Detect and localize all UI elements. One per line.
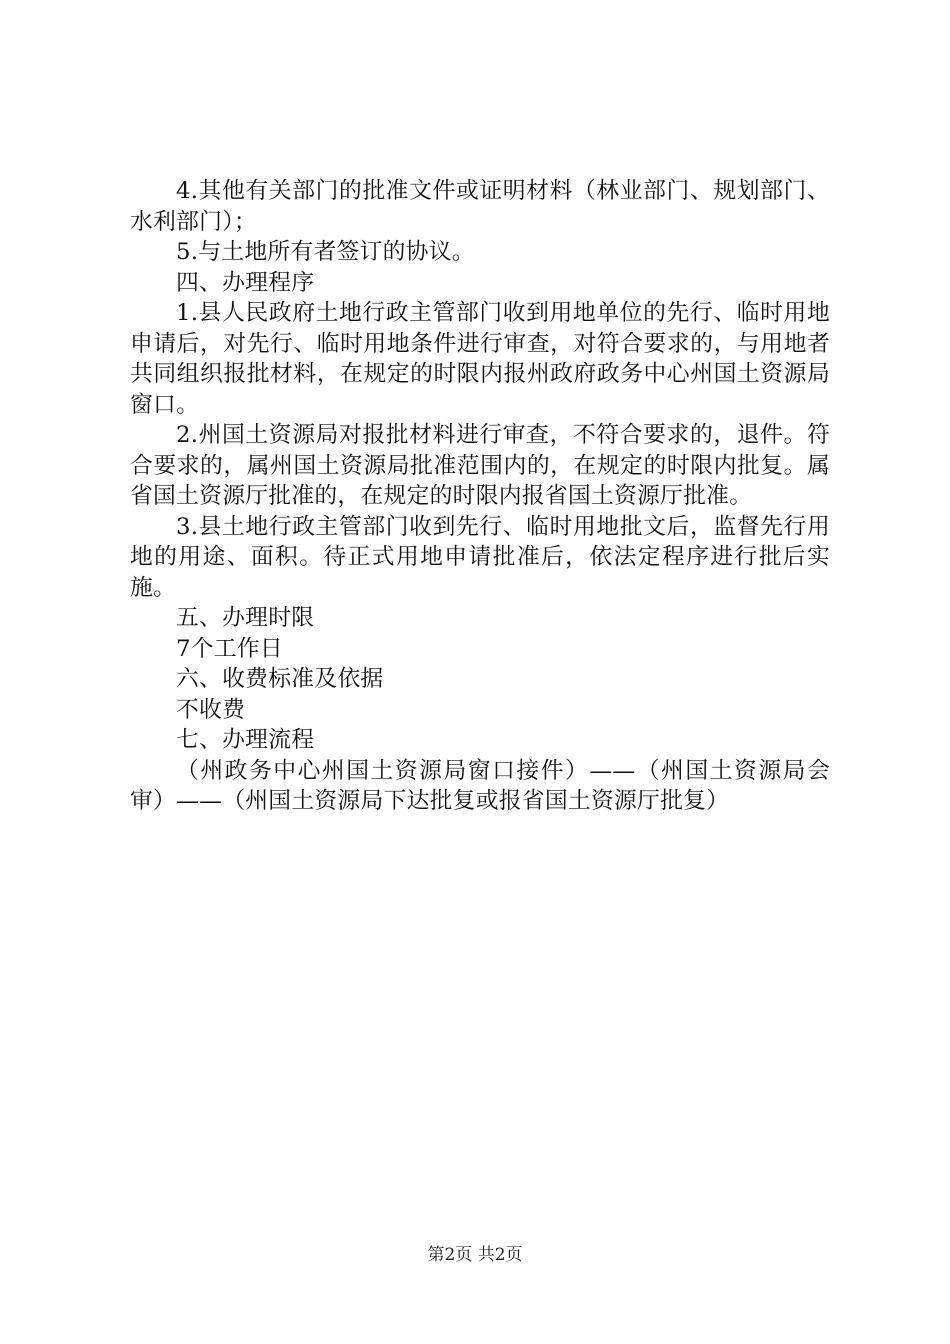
section-heading-workflow: 七、办理流程: [176, 727, 315, 753]
paragraph-procedure-step-3: 3.县土地行政主管部门收到先行、临时用地批文后，监督先行用地的用途、面积。待正式用地申请批准后，依法定程序进行批后实施。: [130, 513, 830, 601]
document-body: [130, 176, 830, 817]
section-heading-procedure: 四、办理程序: [176, 269, 315, 296]
paragraph-other-approvals: 4.其他有关部门的批准文件或证明材料（林业部门、规划部门、水利部门）；: [130, 178, 830, 235]
paragraph-procedure-step-1: 1.县人民政府土地行政主管部门收到用地单位的先行、临时用地申请后，对先行、临时用地条件进行审查，对符合要求的，与用地者共同组织报批材料，在规定的时限内报州政府政务中心州国土资源局窗口。: [130, 300, 830, 418]
page-number-footer: 第2页 共2页: [427, 1245, 523, 1265]
paragraph-procedure-step-2: 2.州国土资源局对报批材料进行审查，不符合要求的，退件。符合要求的，属州国土资源局批准范围内的，在规定的时限内批复。属省国土资源厅批准的，在规定的时限内报省国土资源厅批准。: [130, 422, 830, 509]
paragraph-workflow: （州政务中心州国土资源局窗口接件）——（州国土资源局会审）——（州国土资源局下达批复或报省国土资源厅批复）: [130, 757, 830, 814]
paragraph-time-limit: 7个工作日: [176, 635, 283, 662]
section-heading-time-limit: 五、办理时限: [176, 605, 315, 631]
section-heading-fees: 六、收费标准及依据: [176, 666, 384, 692]
paragraph-fees: 不收费: [176, 696, 246, 723]
paragraph-owner-agreement: 5.与土地所有者签订的协议。: [176, 239, 475, 265]
